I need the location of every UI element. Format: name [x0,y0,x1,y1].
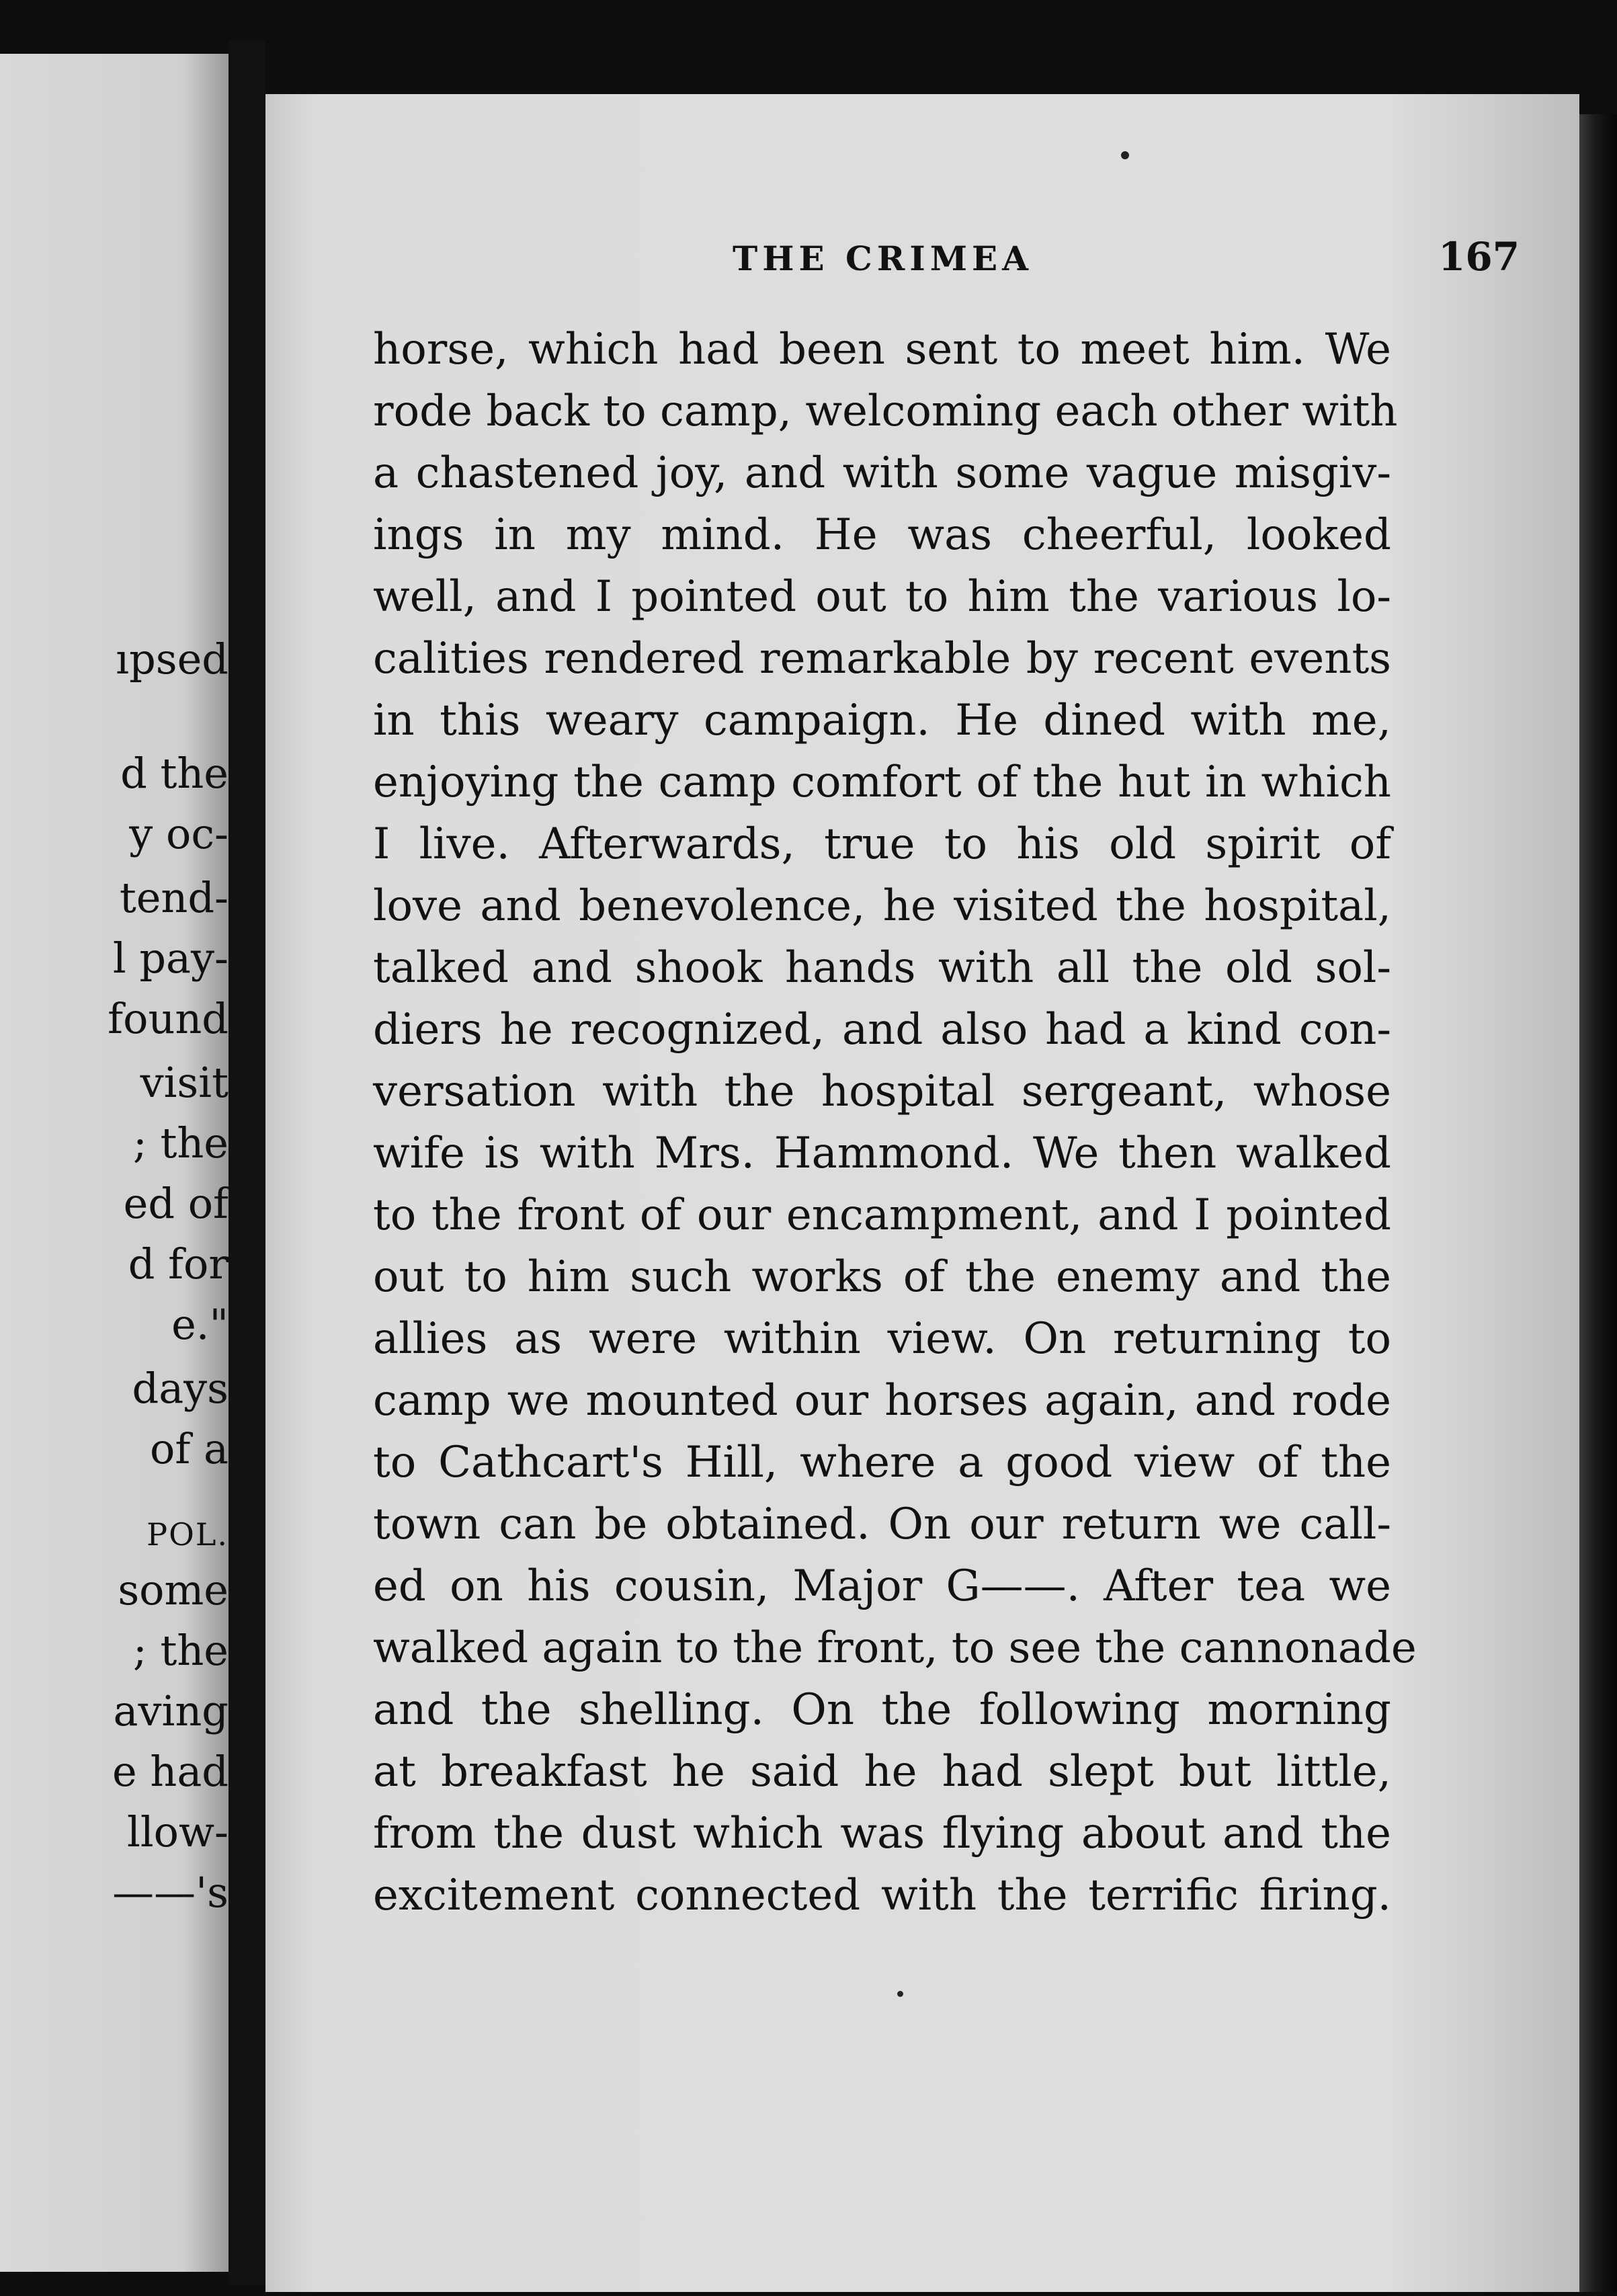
left-page-fragment: d the [120,749,229,798]
left-page-fragment: ; the [132,1118,229,1167]
body-text-line: love and benevolence, he visited the hospital, [373,881,1391,931]
body-text-line: wife is with Mrs. Hammond. We then walked [373,1129,1391,1178]
page-number: 167 [1438,234,1520,280]
body-text-line: in this weary campaign. He dined with me, [373,696,1391,745]
left-page-fragment: ; the [132,1626,229,1675]
left-page-fragment: y oc- [129,809,229,858]
body-text-line: ed on his cousin, Major G——. After tea we [373,1561,1391,1611]
left-page [0,54,229,2272]
body-text-line: versation with the hospital sergeant, whose [373,1067,1391,1116]
body-text-line: excitement connected with the terrific firing. [373,1871,1391,1920]
body-text-line: talked and shook hands with all the old sol- [373,943,1391,993]
body-text-line: diers he recognized, and also had a kind con- [373,1005,1391,1055]
speck-mark [897,1991,903,1997]
left-page-fragment: e." [171,1300,229,1349]
running-head: THE CRIMEA [733,239,1033,278]
body-text-line: to Cathcart's Hill, where a good view of the [373,1438,1391,1487]
page-edge [1579,114,1617,2292]
body-text-line: well, and I pointed out to him the various lo- [373,572,1391,622]
speck-mark [1121,151,1129,159]
body-text-line: I live. Afterwards, true to his old spirit of [373,819,1391,869]
body-text-line: ings in my mind. He was cheerful, looked [373,510,1391,560]
left-page-fragment: llow- [126,1807,229,1856]
body-text-line: allies as were within view. On returning to [373,1314,1391,1364]
body-text-line: calities rendered remarkable by recent events [373,634,1391,684]
body-text-line: horse, which had been sent to meet him. We [373,325,1391,374]
body-text-line: from the dust which was flying about and the [373,1809,1391,1858]
body-text-line: camp we mounted our horses again, and rode [373,1376,1391,1426]
body-text-line: rode back to camp, welcoming each other with [373,386,1398,436]
body-text-line: a chastened joy, and with some vague misgiv- [373,448,1391,498]
body-text-line: and the shelling. On the following morning [373,1685,1391,1735]
left-page-fragment: days [132,1364,229,1413]
body-text-line: town can be obtained. On our return we call- [373,1500,1391,1549]
left-page-fragment: d for [128,1239,229,1288]
body-text-line: to the front of our encampment, and I pointed [373,1190,1391,1240]
left-page-fragment: visit [140,1058,229,1107]
left-page-fragment: some [118,1565,229,1614]
left-page-fragment: of a [150,1424,229,1473]
left-page-fragment: l pay- [112,934,229,983]
body-text-line: enjoying the camp comfort of the hut in which [373,757,1391,807]
left-page-fragment: ıpsed [116,634,229,684]
left-page-fragment: ——'s [112,1868,229,1917]
body-text-line: out to him such works of the enemy and the [373,1252,1391,1302]
body-text-line: walked again to the front, to see the cannonade [373,1623,1417,1673]
left-page-fragment: found [108,994,229,1043]
left-page-fragment: tend- [119,873,229,922]
left-page-fragment: POL. [147,1516,229,1553]
left-page-fragment: aving [113,1686,229,1735]
left-page-fragment: ed of [123,1179,229,1228]
book-gutter [229,40,265,2285]
body-text-line: at breakfast he said he had slept but little, [373,1747,1391,1797]
left-page-fragment: e had [112,1747,229,1796]
